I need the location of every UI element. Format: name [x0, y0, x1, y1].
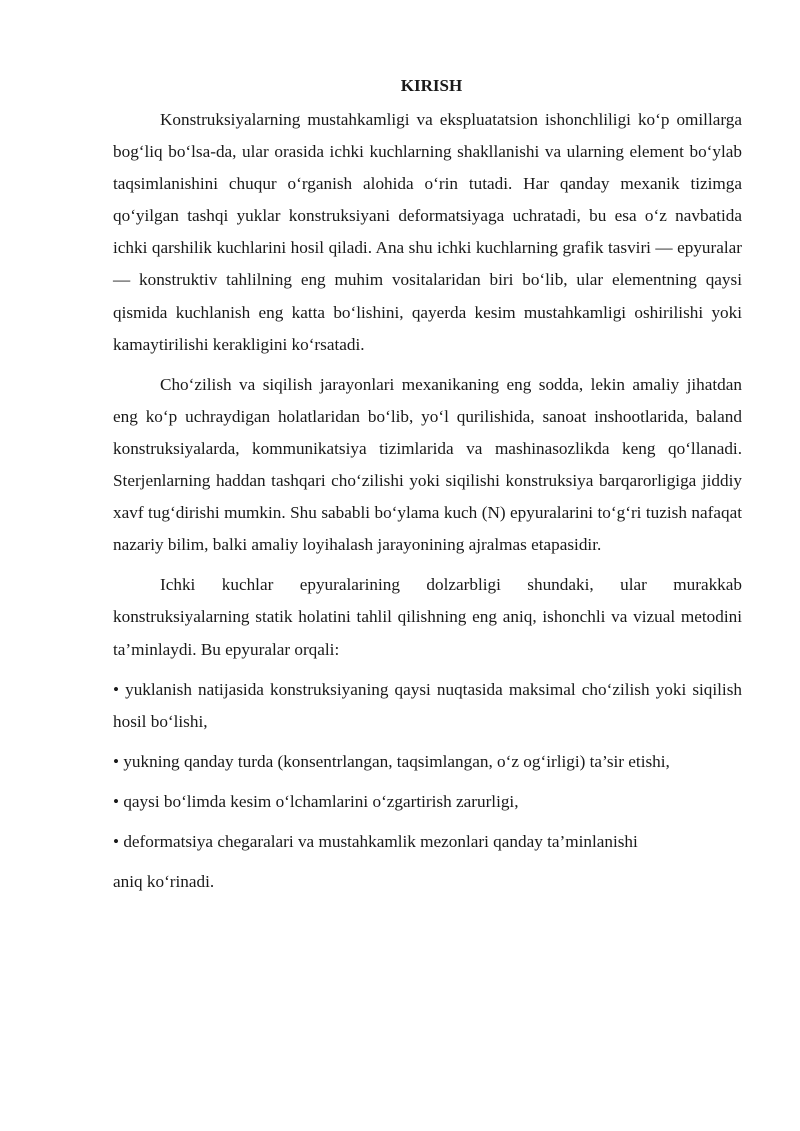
list-item: • yukning qanday turda (konsentrlangan, taqsimlangan, o‘z og‘irligi) ta’sir etishi, — [113, 751, 670, 771]
list-item: • deformatsiya chegaralari va mustahkamlik mezonlari qanday ta’minlanishi — [113, 831, 638, 851]
paragraph-relevance: Ichki kuchlar epyuralarining dolzarbligi shundaki, ular murakkab konstruksiyalarning statik holatini tahlil qilishning eng aniq, ishonchli va vizual metodini ta’minlaydi. Bu epyuralar orqali: — [113, 575, 742, 659]
paragraph-intro: Konstruksiyalarning mustahkamligi va ekspluatatsion ishonchliligi ko‘p omillarga bog‘liq bo‘lsa-da, ular orasida ichki kuchlarning shakllanishi va ularning element bo‘ylab taqsimlanishini chuqur o‘rganish alohida o‘rin tutadi. Har qanday mexanik tizimga qo‘yilgan tashqi yuklar konstruksiyani deformatsiyaga uchratadi, bu esa o‘z navbatida ichki qarshilik kuchlarini hosil qiladi. Ana shu ichki kuchlarning grafik tasviri — epyuralar — konstruktiv tahlilning eng muhim vositalaridan biri bo‘lib, ular elementning qaysi qismida kuchlanish eng katta bo‘lishini, qayerda kesim mustahkamligi oshirilishi yoki kamaytirilishi kerakligini ko‘rsatadi. — [113, 110, 742, 354]
closing-line: aniq ko‘rinadi. — [113, 872, 215, 892]
list-item: • qaysi bo‘limda kesim o‘lchamlarini o‘zgartirish zarurligi, — [113, 791, 519, 811]
bullet-list — [113, 674, 742, 858]
list-item: • yuklanish natijasida konstruksiyaning qaysi nuqtasida maksimal cho‘zilish yoki siqilish hosil bo‘lishi, — [113, 679, 742, 731]
page-title: KIRISH — [400, 76, 463, 95]
document-page — [113, 72, 742, 898]
paragraph-tension-compression: Cho‘zilish va siqilish jarayonlari mexanikaning eng sodda, lekin amaliy jihatdan eng ko‘p uchraydigan holatlaridan bo‘lib, yo‘l qurilishida, sanoat inshootlarida, baland konstruksiyalarda, kommunikatsiya tizimlarida va mashinasozlikda keng qo‘llanadi. Sterjenlarning haddan tashqari cho‘zilishi yoki siqilishi konstruksiya barqarorligiga jiddiy xavf tug‘dirishi mumkin. Shu sababli bo‘ylama kuch (N) epyuralarini to‘g‘ri tuzish nafaqat nazariy bilim, balki amaliy loyihalash jarayonining ajralmas etapasidir. — [113, 374, 742, 555]
